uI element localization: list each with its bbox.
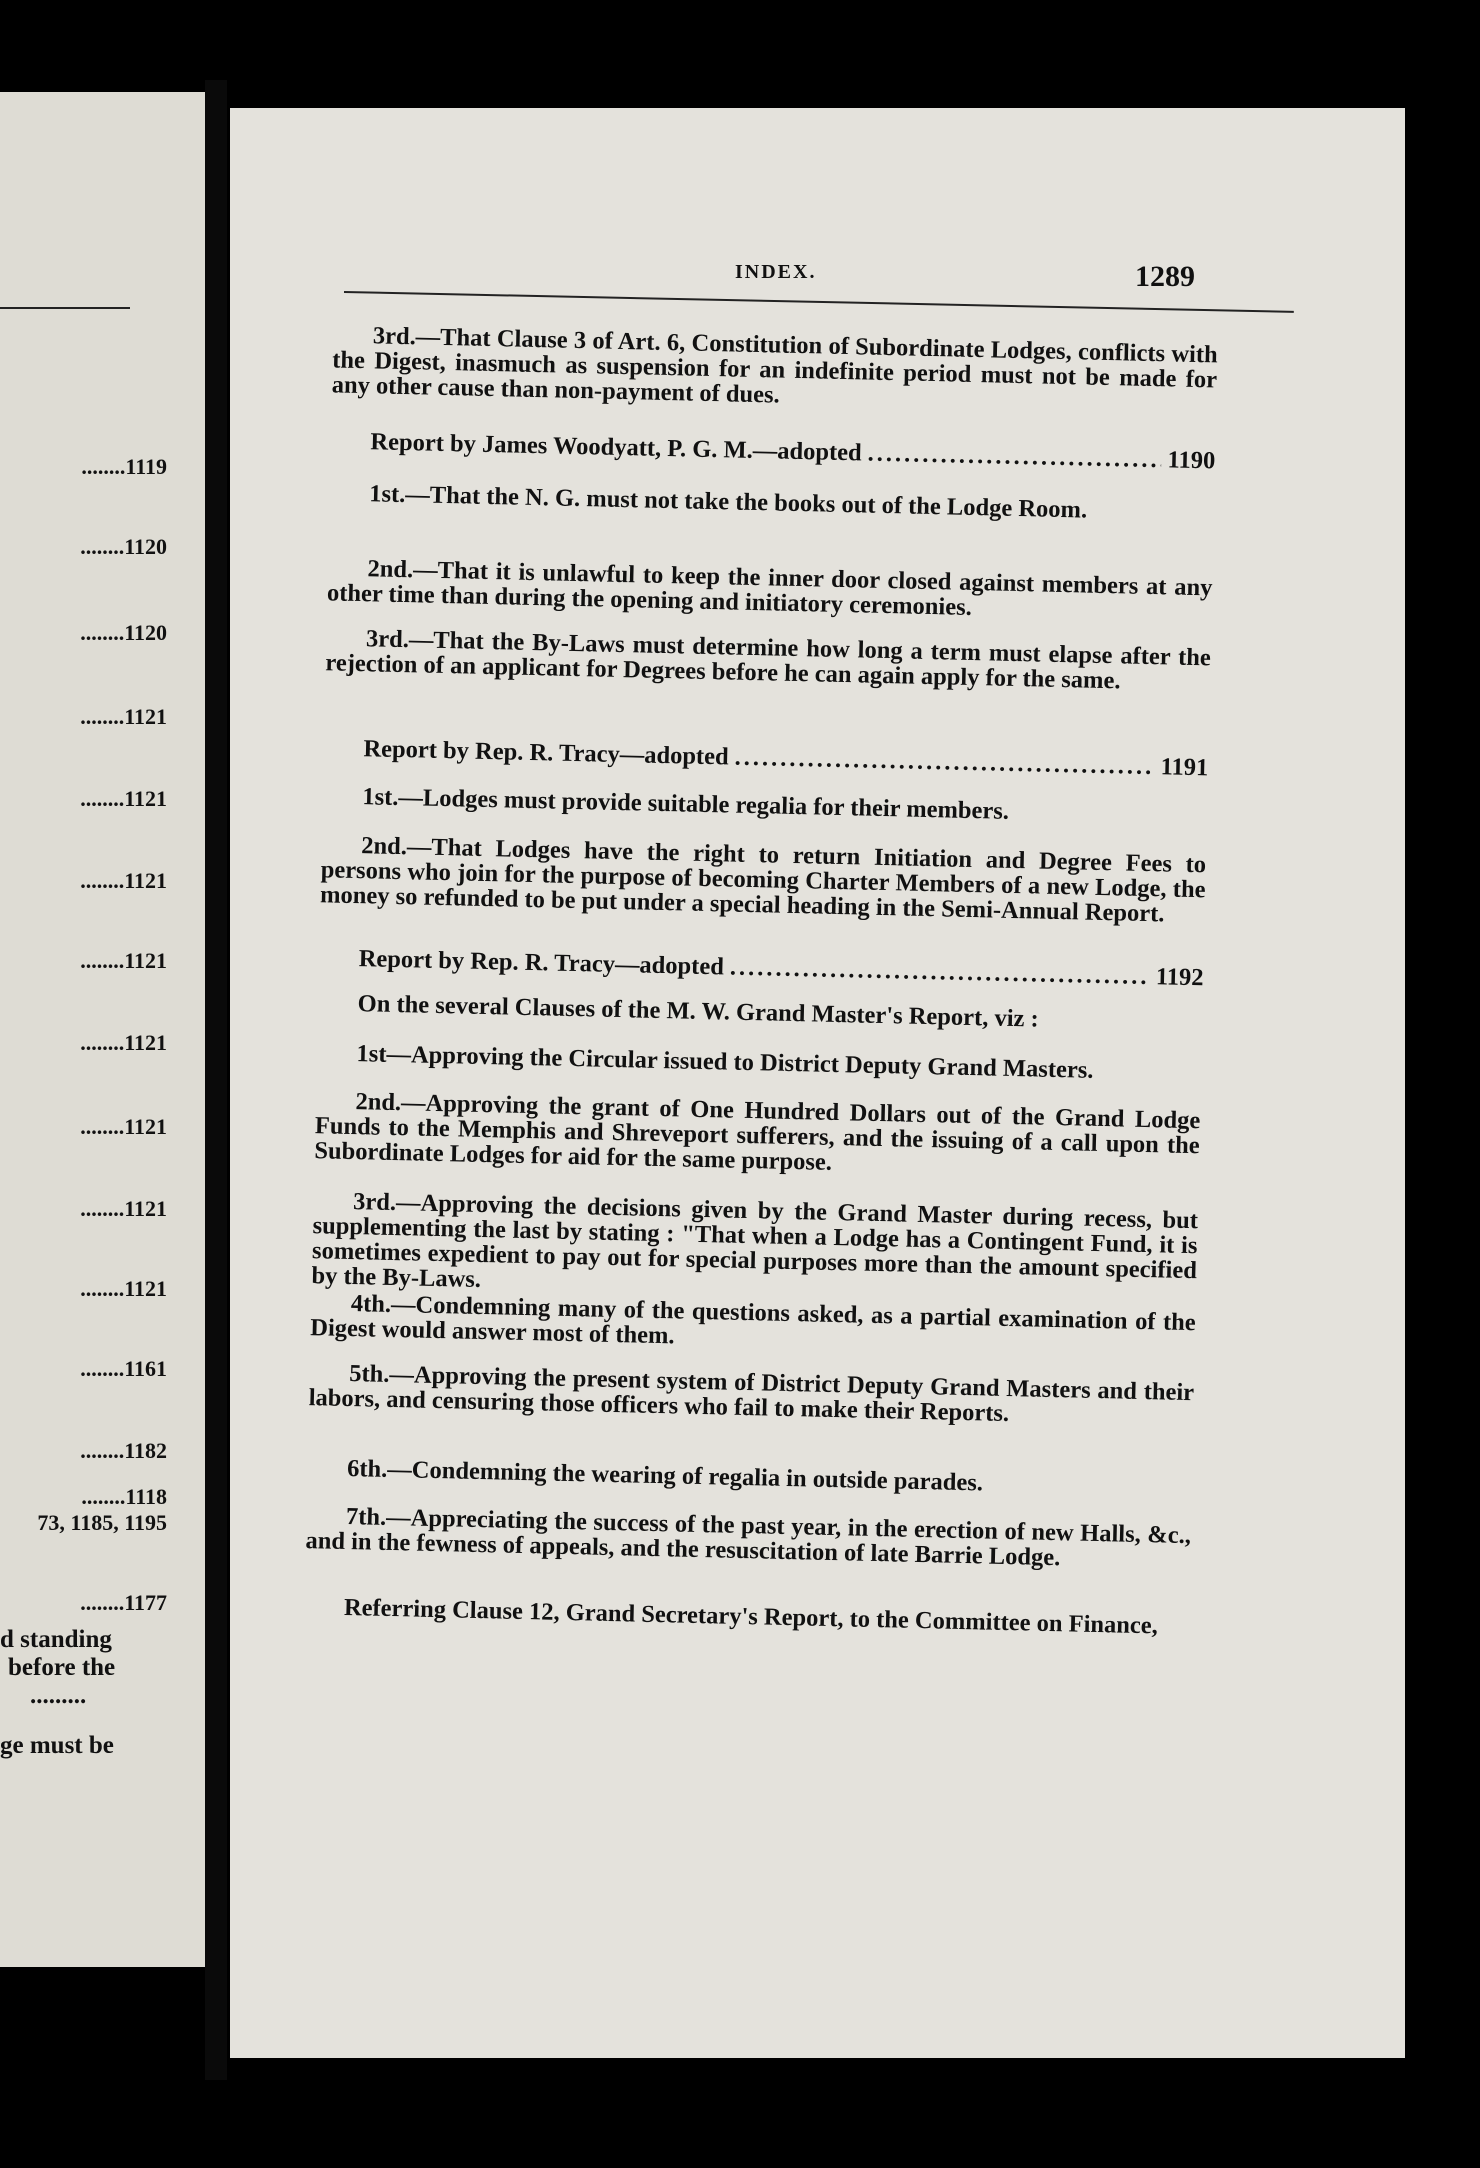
- index-entry: 1st.—Lodges must provide suitable regalia for their members.: [362, 783, 1010, 825]
- page-number: 1289: [1135, 260, 1195, 293]
- index-entry: On the several Clauses of the M. W. Grand Master's Report, viz :: [357, 990, 1040, 1033]
- left-index-entry: ........1118: [81, 1484, 167, 1509]
- index-entry: 2nd.—That Lodges have the right to return Initiation and Degree Fees to persons who join for the purpose of becoming Charter Members of a new Lodge, the money so refunded to be put under a special heading in the Semi-Annual Report.: [319, 832, 1207, 928]
- main-page: [230, 108, 1405, 2058]
- left-index-entry: ........1120: [80, 620, 167, 645]
- report-page: 1191: [1160, 753, 1209, 782]
- leader-dots: [734, 745, 1155, 781]
- index-entry: 2nd.—That it is unlawful to keep the inner door closed against members at any other time than during the opening and initiatory ceremonies.: [326, 555, 1213, 621]
- report-page: 1190: [1167, 446, 1216, 475]
- index-entry: 5th.—Approving the present system of District Deputy Grand Masters and their labors, and censuring those officers who fail to make their Reports.: [308, 1360, 1195, 1428]
- index-entry: 7th.—Appreciating the success of the past year, in the erection of new Halls, &c., and in the fewness of appeals, and the resuscitation of late Barrie Lodge.: [305, 1502, 1192, 1572]
- index-entry: 2nd.—Approving the grant of One Hundred Dollars out of the Grand Lodge Funds to the Memphis and Shreveport sufferers, and the issuing of a call upon the Subordinate Lodges for aid for the same purpose.: [314, 1088, 1201, 1176]
- index-entry: 1st.—That the N. G. must not take the books out of the Lodge Room.: [368, 480, 1088, 524]
- index-entry: 3rd.—Approving the decisions given by the Grand Master during recess, but supplementing the last by stating : "That when a Lodge has a Contingent Fund, it is sometimes expedient to pay out for special purposes more than the amount specified by the By-Laws.: [311, 1188, 1199, 1293]
- report-label: Report by James Woodyatt, P. G. M.—adopted: [370, 428, 863, 467]
- index-entry: 3rd.—That the By-Laws must determine how long a term must elapse after the rejection of an applicant for Degrees before he can again apply for the same.: [325, 625, 1212, 695]
- left-text-fragment: d standing: [0, 1626, 112, 1653]
- left-text-fragment: .........: [30, 1682, 87, 1709]
- report-page: 1192: [1155, 963, 1204, 992]
- page-title: INDEX.: [735, 261, 817, 283]
- left-index-entry: ........1119: [81, 454, 167, 479]
- report-entry: [363, 736, 1208, 781]
- left-page-fragment: [0, 92, 205, 1967]
- left-index-entry: ........1121: [80, 1114, 167, 1139]
- left-index-entry: ........1121: [80, 1196, 167, 1221]
- left-text-fragment: before the: [8, 1654, 116, 1681]
- left-index-entry: 73, 1185, 1195: [37, 1510, 167, 1535]
- index-entry: 1st—Approving the Circular issued to District Deputy Grand Masters.: [356, 1040, 1094, 1084]
- left-index-entry: ........1121: [80, 786, 167, 811]
- page-gutter: [205, 80, 227, 2080]
- report-label: Report by Rep. R. Tracy—adopted: [363, 735, 729, 771]
- left-index-entry: ........1121: [80, 868, 167, 893]
- index-entry: 3rd.—That Clause 3 of Art. 6, Constitution of Subordinate Lodges, conflicts with the Digest, inasmuch as suspension for an indefinite period must not be made for any other cause than non-payment of dues.: [331, 322, 1218, 409]
- index-entry: 4th.—Condemning many of the questions asked, as a partial examination of the Digest would answer most of them.: [310, 1290, 1196, 1350]
- left-index-entry: ........1121: [80, 948, 167, 973]
- left-index-entry: ........1121: [80, 1030, 167, 1055]
- left-index-entry: ........1121: [80, 704, 167, 729]
- index-entry: Referring Clause 12, Grand Secretary's Report, to the Committee on Finance,: [343, 1593, 1159, 1640]
- left-index-entry: ........1161: [80, 1356, 167, 1381]
- leader-dots: [867, 441, 1161, 474]
- left-page-rule: [0, 307, 130, 309]
- left-index-entry: ........1121: [80, 1276, 167, 1301]
- left-index-entry: ........1177: [80, 1590, 167, 1615]
- index-entry: 6th.—Condemning the wearing of regalia in outside parades.: [346, 1455, 984, 1497]
- left-text-fragment: ge must be: [0, 1732, 114, 1759]
- leader-dots: [730, 955, 1151, 991]
- report-entry: [370, 429, 1215, 474]
- report-label: Report by Rep. R. Tracy—adopted: [358, 945, 725, 981]
- report-entry: [358, 946, 1203, 991]
- index-body: [230, 108, 1405, 2058]
- left-index-entry: ........1182: [80, 1438, 167, 1463]
- left-index-entry: ........1120: [80, 534, 167, 559]
